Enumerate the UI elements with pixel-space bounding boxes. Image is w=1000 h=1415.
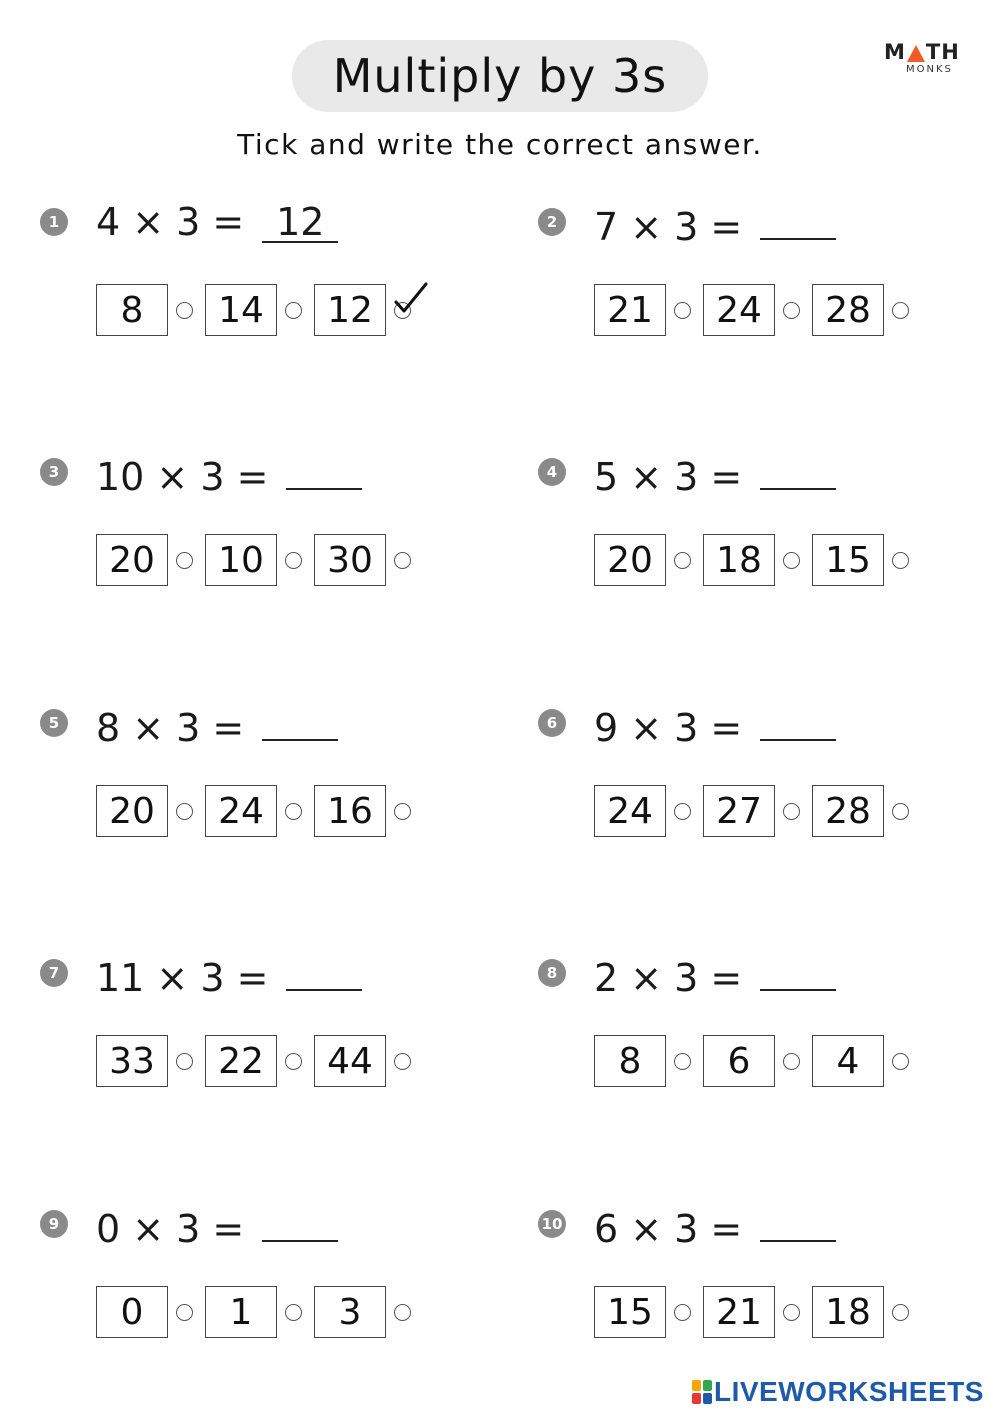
option-value-box: 8 [594, 1035, 666, 1087]
answer-blank[interactable] [286, 450, 362, 490]
problem-number-badge: 9 [40, 1210, 68, 1238]
option-radio[interactable] [674, 552, 691, 569]
option-radio[interactable] [892, 302, 909, 319]
problem-6 [538, 701, 958, 861]
option-radio[interactable] [674, 803, 691, 820]
option-radio[interactable] [176, 302, 193, 319]
option-radio[interactable] [783, 803, 800, 820]
answer-option [314, 785, 411, 837]
problem-number-badge: 4 [538, 458, 566, 486]
option-radio[interactable] [892, 1053, 909, 1070]
problem-9 [40, 1202, 460, 1362]
checkmark-icon [393, 281, 429, 315]
answer-option [812, 284, 909, 336]
equation [594, 200, 836, 249]
problem-number-badge: 8 [538, 959, 566, 987]
option-radio[interactable] [394, 552, 411, 569]
answer-options [594, 785, 921, 837]
problem-number-badge: 3 [40, 458, 68, 486]
answer-options [594, 534, 921, 586]
answer-option [96, 534, 193, 586]
option-value-box: 28 [812, 284, 884, 336]
option-value-box: 20 [594, 534, 666, 586]
option-value-box: 8 [96, 284, 168, 336]
option-value-box: 24 [703, 284, 775, 336]
problem-2 [538, 200, 958, 360]
answer-blank[interactable] [760, 1202, 836, 1242]
equation-text: 8 × 3 = [96, 706, 245, 750]
option-value-box: 15 [812, 534, 884, 586]
equation-text: 2 × 3 = [594, 956, 743, 1000]
option-radio[interactable] [176, 803, 193, 820]
answer-blank[interactable] [262, 701, 338, 741]
problem-7 [40, 951, 460, 1111]
option-radio[interactable] [783, 1053, 800, 1070]
answer-options [96, 785, 423, 837]
option-value-box: 1 [205, 1286, 277, 1338]
equation [594, 450, 836, 499]
option-value-box: 6 [703, 1035, 775, 1087]
problem-5 [40, 701, 460, 861]
problem-8 [538, 951, 958, 1111]
problem-number-badge: 10 [538, 1210, 566, 1238]
option-value-box: 18 [703, 534, 775, 586]
option-radio[interactable] [394, 1304, 411, 1321]
equation [594, 951, 836, 1000]
option-value-box: 20 [96, 534, 168, 586]
answer-blank[interactable] [262, 1202, 338, 1242]
equation-text: 5 × 3 = [594, 455, 743, 499]
option-value-box: 33 [96, 1035, 168, 1087]
option-value-box: 3 [314, 1286, 386, 1338]
answer-option [205, 1035, 302, 1087]
equation [96, 1202, 338, 1251]
answer-option [205, 1286, 302, 1338]
answer-blank[interactable] [760, 450, 836, 490]
answer-option [205, 284, 302, 336]
option-radio[interactable] [285, 803, 302, 820]
equation-text: 10 × 3 = [96, 455, 269, 499]
option-radio[interactable] [674, 1304, 691, 1321]
answer-option [812, 534, 909, 586]
option-radio[interactable] [892, 552, 909, 569]
option-radio[interactable] [394, 803, 411, 820]
option-value-box: 14 [205, 284, 277, 336]
option-value-box: 44 [314, 1035, 386, 1087]
answer-option [703, 1286, 800, 1338]
problem-number-badge: 6 [538, 709, 566, 737]
math-monks-logo: M TH MONKS [884, 40, 960, 75]
option-value-box: 10 [205, 534, 277, 586]
worksheet-title: Multiply by 3s [292, 40, 708, 112]
answer-blank[interactable]: 12 [262, 203, 338, 243]
problem-10 [538, 1202, 958, 1362]
answer-option [205, 785, 302, 837]
option-value-box: 27 [703, 785, 775, 837]
answer-option [96, 284, 193, 336]
equation-text: 4 × 3 = [96, 200, 245, 244]
equation-text: 6 × 3 = [594, 1207, 743, 1251]
equation-text: 7 × 3 = [594, 205, 743, 249]
equation [594, 1202, 836, 1251]
answer-option [96, 1286, 193, 1338]
option-value-box: 24 [205, 785, 277, 837]
option-value-box: 28 [812, 785, 884, 837]
option-radio[interactable] [783, 302, 800, 319]
option-radio[interactable] [176, 552, 193, 569]
option-radio[interactable] [285, 1053, 302, 1070]
answer-blank[interactable] [760, 701, 836, 741]
answer-options [594, 1035, 921, 1087]
option-radio[interactable] [674, 302, 691, 319]
equation [96, 450, 362, 499]
option-value-box: 4 [812, 1035, 884, 1087]
problem-3 [40, 450, 460, 610]
option-radio[interactable] [285, 1304, 302, 1321]
problem-number-badge: 2 [538, 208, 566, 236]
answer-option [314, 1035, 411, 1087]
answer-option [703, 1035, 800, 1087]
option-radio[interactable] [892, 803, 909, 820]
answer-options [96, 1286, 423, 1338]
equation [96, 951, 362, 1000]
equation-text: 11 × 3 = [96, 956, 269, 1000]
option-radio[interactable] [285, 552, 302, 569]
answer-option [96, 1035, 193, 1087]
equation [96, 701, 338, 750]
equation [96, 200, 338, 244]
option-radio[interactable] [783, 552, 800, 569]
option-radio[interactable] [285, 302, 302, 319]
option-radio[interactable] [176, 1304, 193, 1321]
answer-options [96, 1035, 423, 1087]
answer-options [594, 284, 921, 336]
answer-option [812, 785, 909, 837]
answer-option [812, 1035, 909, 1087]
answer-option [703, 284, 800, 336]
option-value-box: 0 [96, 1286, 168, 1338]
option-value-box: 18 [812, 1286, 884, 1338]
answer-option [314, 534, 411, 586]
option-value-box: 22 [205, 1035, 277, 1087]
problem-1 [40, 200, 460, 360]
option-radio[interactable] [176, 1053, 193, 1070]
answer-options [96, 284, 423, 336]
equation-text: 9 × 3 = [594, 706, 743, 750]
triangle-icon [907, 45, 925, 62]
answer-option [703, 785, 800, 837]
option-radio[interactable] [674, 1053, 691, 1070]
option-value-box: 20 [96, 785, 168, 837]
answer-option [594, 1035, 691, 1087]
answer-blank[interactable] [760, 951, 836, 991]
option-value-box: 24 [594, 785, 666, 837]
option-value-box: 21 [703, 1286, 775, 1338]
answer-option [703, 534, 800, 586]
option-value-box: 12 [314, 284, 386, 336]
instruction-text: Tick and write the correct answer. [237, 128, 763, 161]
answer-option [812, 1286, 909, 1338]
equation-text: 0 × 3 = [96, 1207, 245, 1251]
liveworksheets-icon [692, 1380, 712, 1404]
answer-option [594, 1286, 691, 1338]
problem-4 [538, 450, 958, 610]
answer-option [594, 785, 691, 837]
option-radio[interactable] [394, 1053, 411, 1070]
option-value-box: 30 [314, 534, 386, 586]
option-value-box: 21 [594, 284, 666, 336]
option-value-box: 15 [594, 1286, 666, 1338]
problem-number-badge: 7 [40, 959, 68, 987]
option-radio[interactable] [892, 1304, 909, 1321]
answer-option [205, 534, 302, 586]
option-value-box: 16 [314, 785, 386, 837]
option-radio[interactable] [783, 1304, 800, 1321]
problem-number-badge: 5 [40, 709, 68, 737]
problem-number-badge: 1 [40, 208, 68, 236]
answer-blank[interactable] [286, 951, 362, 991]
option-radio[interactable] [394, 302, 411, 319]
answer-blank[interactable] [760, 200, 836, 240]
answer-option [314, 284, 411, 336]
answer-options [594, 1286, 921, 1338]
equation [594, 701, 836, 750]
liveworksheets-logo: LIVEWORKSHEETS [692, 1376, 984, 1408]
answer-option [314, 1286, 411, 1338]
answer-option [594, 284, 691, 336]
answer-option [594, 534, 691, 586]
answer-options [96, 534, 423, 586]
answer-option [96, 785, 193, 837]
